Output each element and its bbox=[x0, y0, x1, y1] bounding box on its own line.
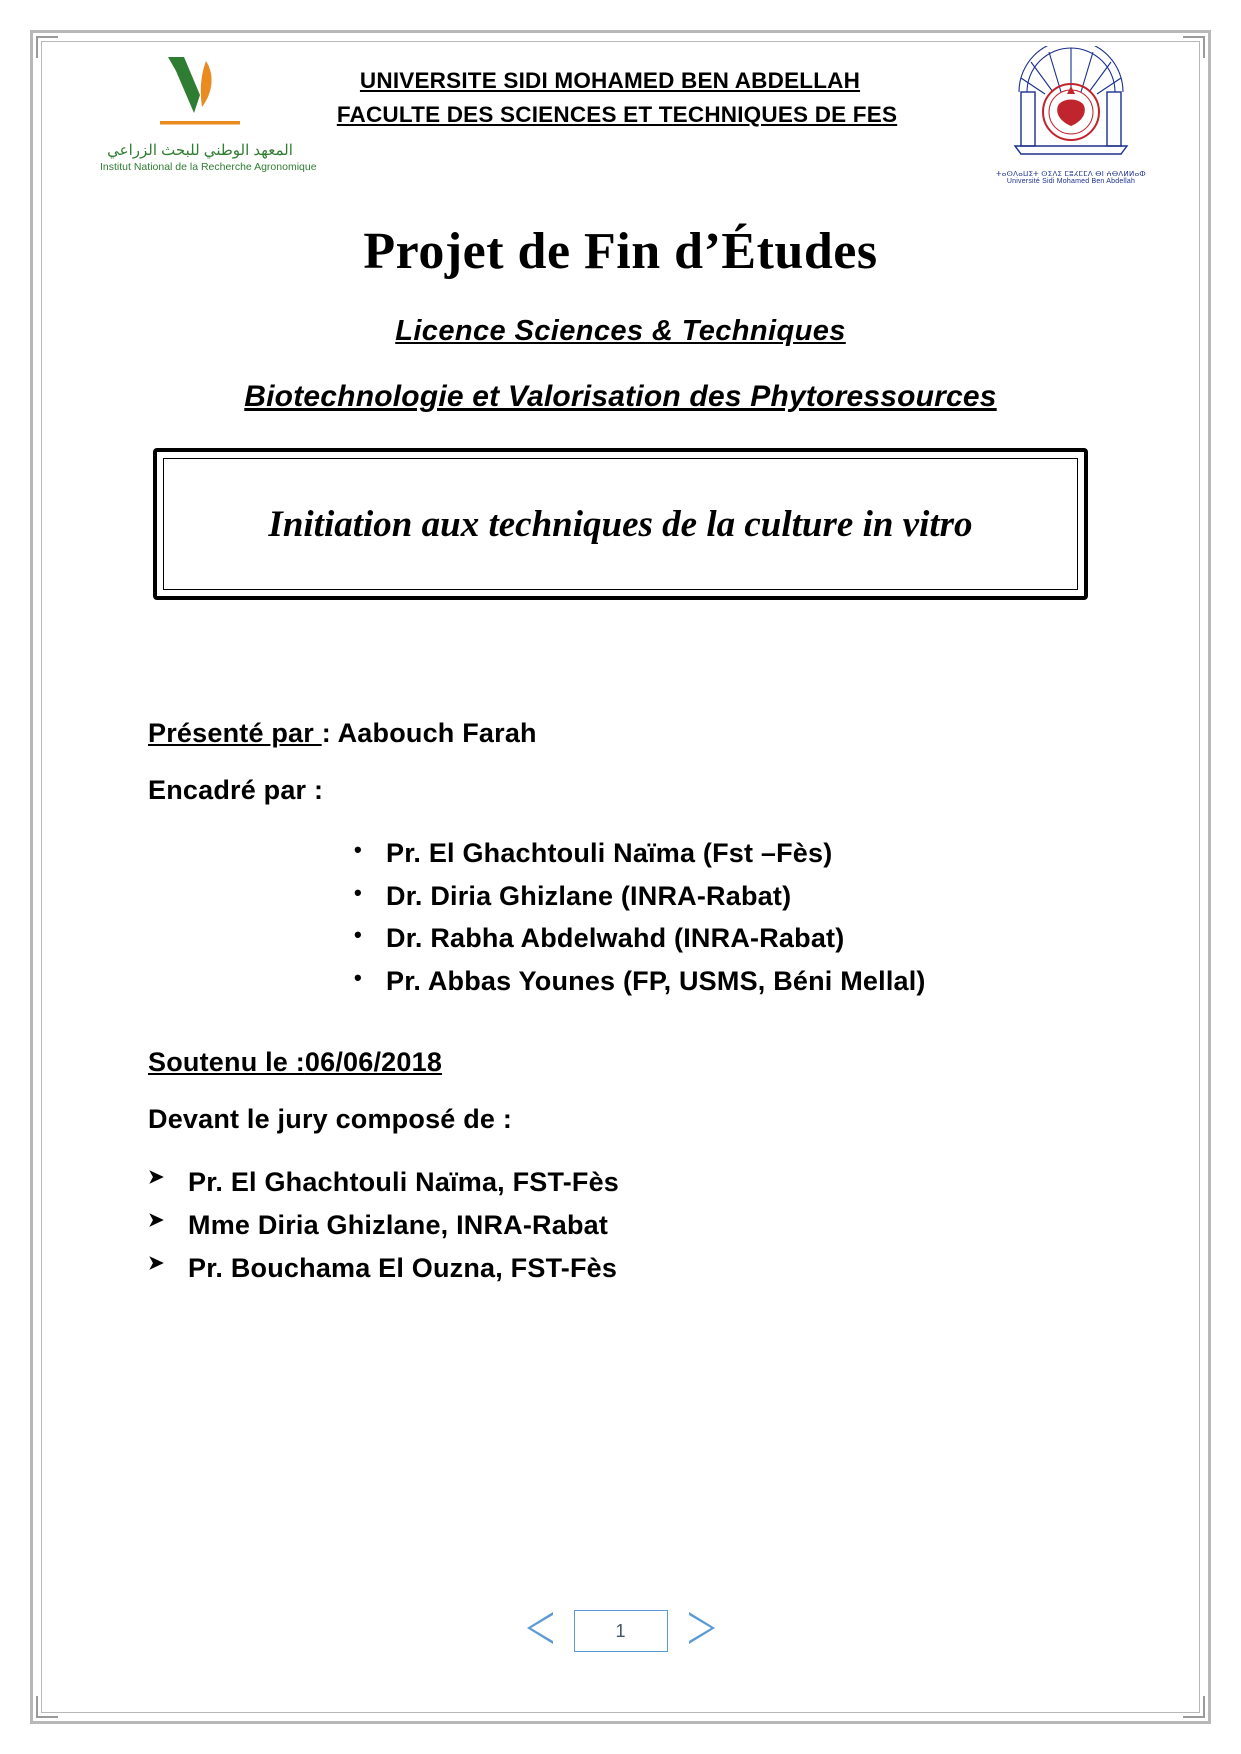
program-title: Biotechnologie et Valorisation des Phytoressources bbox=[244, 380, 997, 413]
page-content bbox=[60, 46, 1181, 1706]
presented-by-separator: : bbox=[321, 718, 338, 748]
presented-by-label: Présenté par bbox=[148, 718, 322, 748]
banner-left-ribbon-icon bbox=[527, 1612, 553, 1644]
inra-logo-icon bbox=[154, 51, 246, 139]
supervised-by-label: Encadré par : bbox=[148, 775, 324, 805]
usmba-caption-tifinagh: ⵜⴰⵙⴷⴰⵡⵉⵜ ⵙⵉⴷⵉ ⵎⵓⵃⵎⵎⴷ ⴱⵏ ⵄⴱⴷⵍⵍⴰⵀ bbox=[996, 171, 1146, 178]
university-heading bbox=[250, 64, 970, 132]
page-number: 1 bbox=[574, 1610, 668, 1652]
subject-box bbox=[153, 448, 1088, 600]
university-name-line: UNIVERSITE SIDI MOHAMED BEN ABDELLAH bbox=[359, 68, 861, 93]
document-header bbox=[60, 46, 1181, 196]
corner-mark-bottom-right bbox=[1183, 1696, 1205, 1718]
degree-title: Licence Sciences & Techniques bbox=[395, 315, 846, 347]
corner-mark-top-left bbox=[36, 36, 58, 58]
defense-date-value: 06/06/2018 bbox=[304, 1046, 443, 1077]
usmba-logo-block bbox=[981, 46, 1161, 185]
jury-label: Devant le jury composé de : bbox=[148, 1103, 513, 1134]
presented-by-value: Aabouch Farah bbox=[337, 718, 537, 748]
spacer bbox=[148, 1003, 1181, 1047]
corner-mark-top-right bbox=[1183, 36, 1205, 58]
usmba-caption-french: Université Sidi Mohamed Ben Abdellah bbox=[1006, 178, 1136, 185]
list-item: • Dr. Diria Ghizlane (INRA-Rabat) bbox=[148, 875, 1181, 918]
list-item: • Pr. El Ghachtouli Naïma (Fst –Fès) bbox=[148, 832, 1181, 875]
page-number-banner bbox=[521, 1608, 721, 1654]
list-item: • Pr. Abbas Younes (FP, USMS, Béni Mellal) bbox=[148, 960, 1181, 1003]
list-item: ➤ Mme Diria Ghizlane, INRA-Rabat bbox=[148, 1204, 1181, 1247]
list-item: ➤ Pr. El Ghachtouli Naïma, FST-Fès bbox=[148, 1161, 1181, 1204]
defense-date-line bbox=[148, 1047, 1181, 1078]
document-title: Projet de Fin d’Études bbox=[363, 223, 878, 280]
jury-list bbox=[148, 1161, 1181, 1291]
faculty-name-line: FACULTE DES SCIENCES ET TECHNIQUES DE FES bbox=[336, 101, 898, 127]
list-item: ➤ Pr. Bouchama El Ouzna, FST-Fès bbox=[148, 1247, 1181, 1290]
list-item: • Dr. Rabha Abdelwahd (INRA-Rabat) bbox=[148, 917, 1181, 960]
usmba-logo-icon bbox=[1001, 46, 1141, 174]
defense-date-label: Soutenu le : bbox=[148, 1046, 305, 1077]
inra-french-text: Institut National de la Recherche Agronomique bbox=[100, 161, 317, 173]
banner-right-ribbon-icon bbox=[689, 1612, 715, 1644]
presented-by-line bbox=[148, 718, 1181, 749]
info-block bbox=[60, 718, 1181, 1290]
page-footer bbox=[60, 1608, 1181, 1654]
supervisors-list bbox=[148, 832, 1181, 1003]
corner-mark-bottom-left bbox=[36, 1696, 58, 1718]
subject-text: Initiation aux techniques de la culture in vitro bbox=[268, 503, 973, 545]
subject-box-inner-border bbox=[163, 458, 1078, 590]
inra-arabic-text: المعهد الوطني للبحث الزراعي bbox=[107, 142, 293, 159]
